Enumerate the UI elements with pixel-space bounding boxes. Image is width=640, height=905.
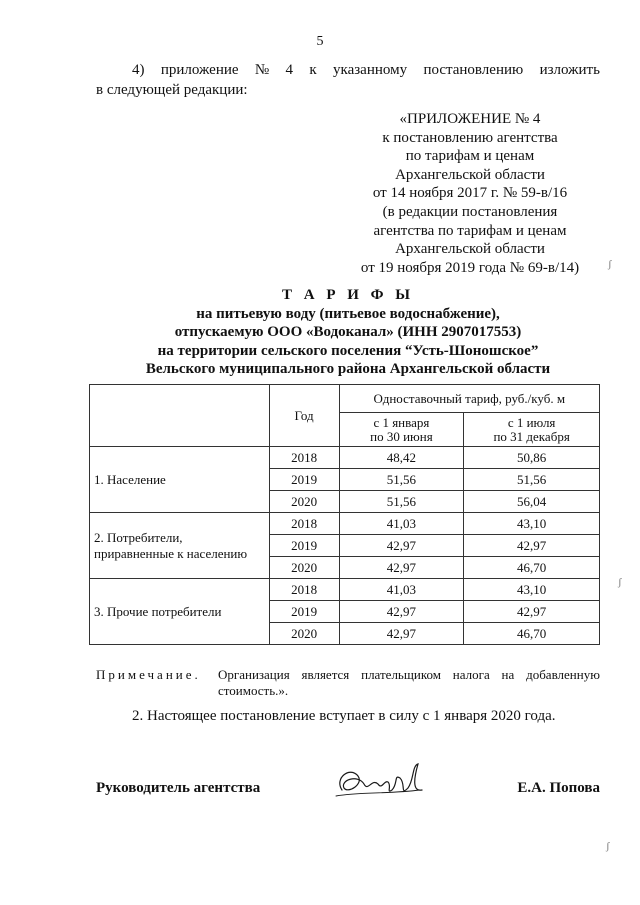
table-row <box>90 513 600 535</box>
note-text-line1 <box>218 667 600 683</box>
signatory-name: Е.А. Попова <box>517 780 600 796</box>
document-title <box>96 286 600 379</box>
table-header-year: Год <box>269 385 339 447</box>
category-cell <box>90 579 270 645</box>
year-cell: 2020 <box>269 623 339 645</box>
word: налога <box>452 667 490 682</box>
appendix-line: агентства по тарифам и ценам <box>373 222 567 239</box>
year-cell: 2018 <box>269 447 339 469</box>
paragraph-2: 2. Настоящее постановление вступает в силу с 1 января 2020 года. <box>132 708 556 724</box>
tariff-cell-h2: 43,10 <box>464 513 600 535</box>
tariff-cell-h1: 42,97 <box>339 557 464 579</box>
category-line1: 3. Прочие потребители <box>94 603 222 619</box>
word: 4 <box>285 62 294 78</box>
tariff-cell-h2: 50,86 <box>464 447 600 469</box>
tariff-cell-h2: 42,97 <box>464 535 600 557</box>
year-cell: 2019 <box>269 601 339 623</box>
title-line: на территории сельского поселения “Усть-Шоношское” <box>157 342 539 359</box>
table-header-category <box>90 385 270 447</box>
tariff-cell-h1: 41,03 <box>339 513 464 535</box>
period1-line1: с 1 января <box>373 414 430 430</box>
title-line: на питьевую воду (питьевое водоснабжение), <box>196 305 500 322</box>
note-block <box>96 667 600 699</box>
appendix-line: от 19 ноября 2019 года № 69-в/14) <box>360 259 580 276</box>
appendix-line: Архангельской области <box>395 241 545 258</box>
tariff-cell-h1: 42,97 <box>339 601 464 623</box>
signatory-title: Руководитель агентства <box>96 780 261 796</box>
word: является <box>301 667 350 682</box>
word: плательщиком <box>361 667 441 682</box>
period2-line2: по 31 декабря <box>493 428 570 444</box>
tariff-cell-h2: 46,70 <box>464 557 600 579</box>
scan-mark: ʃ <box>618 576 622 588</box>
note-line1 <box>96 667 600 683</box>
title-line: отпускаемую ООО «Водоканал» (ИНН 2907017553) <box>174 324 522 340</box>
word: № <box>254 62 270 78</box>
word: 4) <box>132 62 145 78</box>
table-header-tariff: Одноставочный тариф, руб./куб. м <box>339 385 599 413</box>
scan-mark: ʃ <box>606 840 610 852</box>
period1-line2: по 30 июня <box>370 428 433 444</box>
word: на <box>501 667 515 682</box>
year-cell: 2019 <box>269 535 339 557</box>
year-cell: 2018 <box>269 579 339 601</box>
category-cell <box>90 447 270 513</box>
tariff-cell-h1: 51,56 <box>339 491 464 513</box>
tariff-cell-h1: 42,97 <box>339 623 464 645</box>
scan-mark: ʃ <box>608 258 612 270</box>
page-number: 5 <box>316 34 324 49</box>
tariff-cell-h2: 43,10 <box>464 579 600 601</box>
tariff-cell-h1: 41,03 <box>339 579 464 601</box>
word: приложение <box>160 62 239 78</box>
note-label: Примечание. <box>96 667 201 682</box>
category-line1: 1. Население <box>94 471 166 487</box>
word: указанному <box>333 62 408 78</box>
year-cell: 2020 <box>269 491 339 513</box>
appendix-line: (в редакции постановления <box>382 203 558 220</box>
category-line1: 2. Потребители, <box>94 529 183 545</box>
year-cell: 2019 <box>269 469 339 491</box>
appendix-line: по тарифам и ценам <box>405 148 535 165</box>
category-cell <box>90 513 270 579</box>
appendix-line: от 14 ноября 2017 г. № 59-в/16 <box>372 185 568 202</box>
table-header-period2 <box>464 413 600 447</box>
tariff-cell-h1: 42,97 <box>339 535 464 557</box>
word: к <box>309 62 317 78</box>
tariff-cell-h2: 56,04 <box>464 491 600 513</box>
category-line2: приравненные к населению <box>94 545 248 561</box>
appendix-line: Архангельской области <box>395 166 545 183</box>
appendix-line: к постановлению агентства <box>382 129 558 146</box>
word: добавленную <box>526 667 600 682</box>
period2-line1: с 1 июля <box>507 414 556 430</box>
title-tarify: Т А Р И Ф Ы <box>281 287 415 303</box>
table-row <box>90 447 600 469</box>
note-text-line2: стоимость.». <box>218 683 289 698</box>
tariff-cell-h2: 42,97 <box>464 601 600 623</box>
title-line: Вельского муниципального района Архангельской области <box>145 361 551 377</box>
paragraph-4 <box>96 60 600 100</box>
tariff-cell-h1: 51,56 <box>339 469 464 491</box>
appendix-header <box>330 110 610 277</box>
handwritten-signature <box>328 760 432 808</box>
table-row <box>90 579 600 601</box>
paragraph-4-line1 <box>96 60 600 80</box>
tariff-cell-h1: 48,42 <box>339 447 464 469</box>
paragraph-4-line2: в следующей редакции: <box>96 82 248 98</box>
word: Организация <box>218 667 290 682</box>
year-cell: 2018 <box>269 513 339 535</box>
tariff-cell-h2: 51,56 <box>464 469 600 491</box>
tariff-cell-h2: 46,70 <box>464 623 600 645</box>
year-cell: 2020 <box>269 557 339 579</box>
table-header-period1 <box>339 413 464 447</box>
tariff-table <box>89 384 600 645</box>
word: постановлению <box>423 62 524 78</box>
appendix-line: «ПРИЛОЖЕНИЕ № 4 <box>399 111 541 127</box>
word: изложить <box>539 62 600 78</box>
